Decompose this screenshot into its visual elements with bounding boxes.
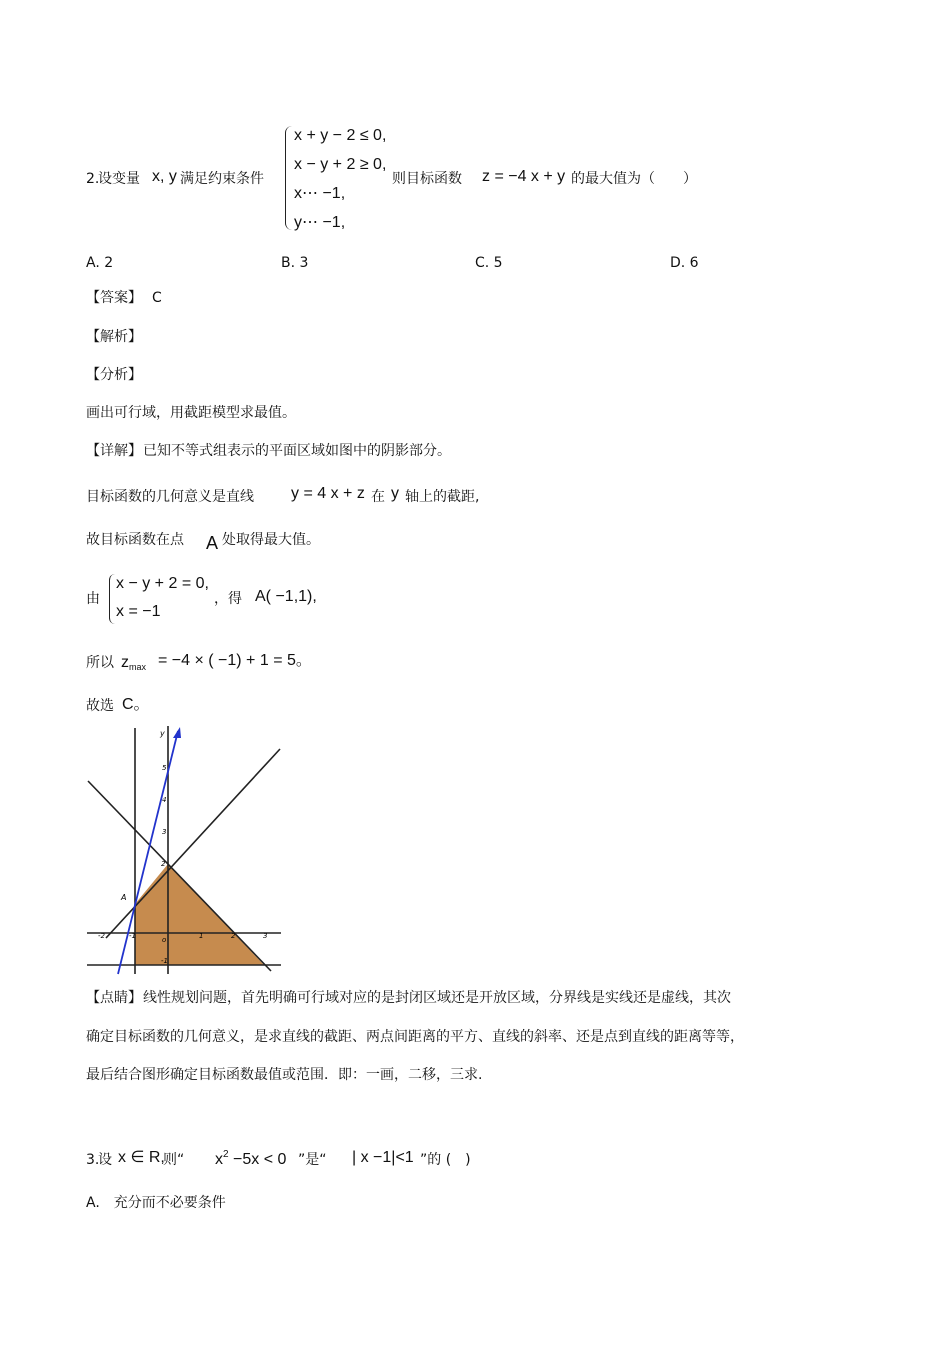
analysis-label: 【解析】 [86, 329, 142, 345]
x-tick-minus-2: -2 [98, 932, 105, 940]
constraint-1: x + y − 2 ≤ 0, [294, 127, 387, 144]
feasible-region-graph [86, 724, 286, 976]
x-tick-3: 3 [263, 932, 268, 940]
q3-number: 3. [86, 1152, 100, 1168]
x-tick-2: 2 [231, 932, 236, 940]
y-tick-2: 2 [161, 860, 166, 868]
x-tick-1: 1 [199, 932, 204, 940]
system-prefix: 由 [86, 591, 100, 607]
q2-number: 2. [86, 171, 100, 187]
q2-text-then: 则目标函数 [392, 171, 462, 187]
objective-arrow-head [173, 727, 181, 738]
dianjing-line-2: 确定目标函数的几何意义，是求直线的截距、两点间距离的平方、直线的斜率、还是点到直线的距离等等， [86, 1029, 744, 1045]
q3-inequality-2: | x −1|<1 [352, 1149, 414, 1166]
line1-suffix: 轴上的截距, [405, 489, 480, 505]
y-axis-label: y [160, 729, 165, 738]
q2-option-d: D. 6 [670, 255, 699, 271]
y-tick-minus-1: -1 [161, 957, 168, 965]
dianjing-label: 【点睛】 [86, 990, 142, 1006]
point-a-label: A [121, 893, 127, 902]
system-line-2: x = −1 [116, 603, 161, 620]
fenxi-label: 【分析】 [86, 367, 142, 383]
q2-vars: x, y [152, 168, 177, 185]
line1-var: y [391, 485, 399, 502]
q2-option-c: C. 5 [475, 255, 503, 271]
system-result: A( −1,1), [255, 588, 317, 605]
choose-prefix: 故选 [86, 698, 114, 714]
y-tick-4: 4 [162, 796, 167, 804]
dianjing-line-3: 最后结合图形确定目标函数最值或范围．即：一画，二移，三求. [86, 1067, 483, 1083]
q3-text-set: 设 [98, 1152, 112, 1168]
q2-text-prefix: 设变量 [98, 171, 140, 187]
answer-label: 【答案】 [86, 290, 142, 306]
q3-text-is: ”是“ [298, 1152, 327, 1168]
system-line-1: x − y + 2 = 0, [116, 575, 209, 592]
q2-text-constraint: 满足约束条件 [180, 171, 264, 187]
so-prefix: 所以 [86, 655, 114, 671]
line1-prefix: 目标函数的几何意义是直线 [86, 489, 254, 505]
system-get: ，得 [214, 591, 242, 607]
fenxi-text: 画出可行域，用截距模型求最值。 [86, 405, 296, 421]
q3-x-in-r: x ∈ R, [118, 1149, 165, 1166]
constraint-2: x − y + 2 ≥ 0, [294, 156, 387, 173]
q3-text-end: ”的 ( ) [420, 1152, 471, 1168]
x-tick-minus-1: -1 [129, 932, 136, 940]
z-max: $z_{max}$ [121, 654, 147, 672]
z-max-expression: = −4 × ( −1) + 1 = 5。 [158, 652, 312, 669]
line2-suffix: 处取得最大值。 [222, 532, 320, 548]
system-brace [109, 574, 115, 624]
answer-value: C [152, 290, 162, 306]
line1-equation: y = 4 x + z [291, 485, 365, 502]
detail-label: 【详解】 [86, 443, 142, 459]
dianjing-line-1: 线性规划问题，首先明确可行域对应的是封闭区域还是开放区域，分界线是实线还是虚线，其次 [143, 990, 731, 1006]
feasible-region [135, 864, 264, 965]
q3-option-a: A. 充分而不必要条件 [86, 1195, 226, 1211]
constraint-brace [285, 126, 292, 230]
q2-option-b: B. 3 [281, 255, 309, 271]
line1-mid: 在 [371, 489, 385, 505]
line2-prefix: 故目标函数在点 [86, 532, 184, 548]
q2-option-a: A. 2 [86, 255, 114, 271]
line2-point: A [206, 533, 219, 553]
q2-objective: z = −4 x + y [482, 168, 566, 185]
q3-text-then: 则“ [163, 1152, 185, 1168]
constraint-4: y⋯ −1, [294, 214, 346, 231]
y-tick-5: 5 [162, 764, 167, 772]
detail-text: 已知不等式组表示的平面区域如图中的阴影部分。 [143, 443, 451, 459]
q3-inequality-1: $x^2 -5x < 0$ [215, 1149, 287, 1168]
origin-label: o [162, 936, 167, 944]
constraint-3: x⋯ −1, [294, 185, 346, 202]
y-tick-3: 3 [162, 828, 167, 836]
q2-text-max: 的最大值为（ ） [571, 171, 697, 187]
choose-answer: C。 [122, 696, 150, 713]
